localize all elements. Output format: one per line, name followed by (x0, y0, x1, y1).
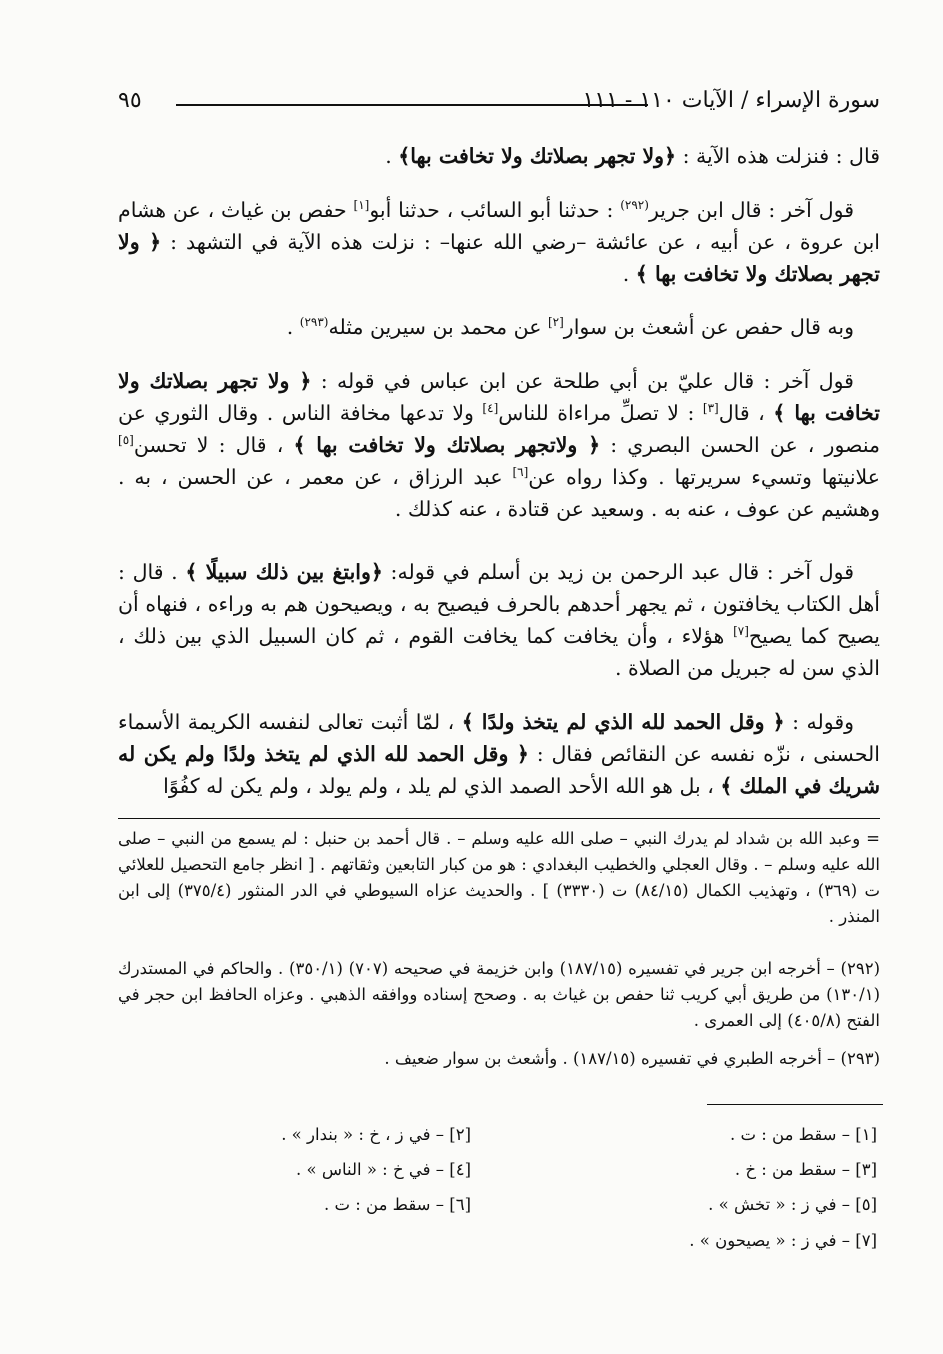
p6-quran-verse-1: ﴿ وقل الحمد لله الذي لم يتخذ ولدًا ﴾ (461, 710, 785, 734)
p4-quran-verse-1: ﴿ ولا تجهر بصلاتك ولا تخافت بها ﴾ (118, 369, 880, 425)
p4-text-f: علانيتها وتسيء سريرتها . وكذا رواه عن (528, 465, 880, 489)
p5-quran-verse: ﴿وابتغ بين ذلك سبيلًا ﴾ (185, 560, 383, 584)
p1-end: . (385, 144, 399, 168)
variant-ref-1[interactable]: [١] (353, 198, 370, 213)
footnote-292: (٢٩٢) – أخرجه ابن جرير في تفسيره (١٨٧/١٥) وابن خزيمة في صحيحه (٧٠٧) (٣٥٠/١) . والحاكم في المستدرك (١٣٠/١) من طريق أبي كريب ثنا حفص بن غياث به . وصحح إسناده ووافقه الذهبي . وعزاه الحافظ ابن حجر في الفتح (٤٠٥/٨) إلى العمرى . (118, 959, 880, 1030)
p4-text-b: ، قال (718, 401, 774, 425)
variant-ref-6[interactable]: [٦] (512, 465, 529, 480)
footnote-separator (118, 818, 880, 819)
footnote-continued: = وعبد الله بن شداد لم يدرك النبي – صلى الله عليه وسلم – . قال أحمد بن حنبل : لم يسمع من النبي – صلى الله عليه وسلم – . وقال العجلي والخطيب البغدادي : هو من كبار التابعين وثقاتهم . [ انظر جامع التحصيل للعلائي ت (٣٦٩) ، وتهذيب الكمال (٨٤/١٥) ت (٣٣٣٠) ] . والحديث عزاه السيوطي في الدر المنثور (٣٧٥/٤) إلى ابن المنذر . (118, 829, 880, 926)
variant-ref-4[interactable]: [٤] (482, 401, 499, 416)
p5-text-a: قول آخر : قال عبد الرحمن بن زيد بن أسلم في قوله: (382, 560, 854, 584)
variant-ref-3[interactable]: [٣] (702, 401, 719, 416)
p6-text-c: ، بل هو الله الأحد الصمد الذي لم يلد ، ولم يولد ، ولم يكن له كفُوًا (163, 774, 721, 798)
variant-note-7: [٧] – في ز : « يصيحون » . (689, 1231, 877, 1250)
p6-text-b: ، لمّا أثبت تعالى لنفسه الكريمة الأسماء الحسنى ، نزّه نفسه عن النقائص فقال : (118, 710, 880, 766)
variant-note-1: [١] – سقط من : ت . (729, 1125, 877, 1144)
p6-quran-verse-2: ﴿ وقل الحمد لله الذي لم يتخذ ولدًا ولم يكن له شريك في الملك ﴾ (118, 742, 880, 798)
p4-text-g: عبد الرزاق ، عن معمر ، عن الحسن ، به . وهشيم عن عوف ، عنه به . وسعيد عن قتادة ، عنه كذلك . (118, 465, 880, 521)
variant-note-6: [٦] – سقط من : ت . (323, 1195, 471, 1214)
p5-text-c: هؤلاء ، وأن يخافت كما يخافت القوم ، ثم كان السبيل الذي بين ذلك ، الذي سن له جبريل من الصلاة . (118, 624, 880, 680)
variant-ref-5[interactable]: [٥] (118, 433, 134, 448)
paragraph-4 (118, 365, 880, 525)
variant-ref-7[interactable]: [٧] (733, 624, 749, 639)
variants-separator (707, 1104, 883, 1105)
p3-text-a: وبه قال حفص عن أشعث بن سوار (563, 315, 854, 339)
p4-quran-verse-2: ﴿ ولاتجهر بصلاتك ولا تخافت بها ﴾ (293, 433, 601, 457)
paragraph-2 (118, 194, 880, 290)
p4-text-c: : لا تصلِّ مراءاة للناس (498, 401, 703, 425)
variant-note-3: [٣] – سقط من : خ . (734, 1160, 877, 1179)
p2-end: . (622, 262, 636, 286)
p4-text-a: قول آخر : قال عليّ بن أبي طلحة عن ابن عباس في قوله : (311, 369, 854, 393)
p1-quran-verse: ﴿ولا تجهر بصلاتك ولا تخافت بها﴾ (398, 144, 677, 168)
p2-text-b: : حدثنا أبو السائب ، حدثنا أبو (369, 198, 621, 222)
p2-text-a: قول آخر : قال ابن جرير (648, 198, 854, 222)
p5-text-b: . قال : أهل الكتاب يخافتون ، ثم يجهر أحدهم بالحرف فيصيح به ، ويصيحون هم به وراءه ، فنهاه أن يصيح كما يصيح (118, 560, 880, 648)
p4-text-e: ، قال : لا تحسن (133, 433, 294, 457)
variant-note-4: [٤] – في خ : « الناس » . (295, 1160, 471, 1179)
paragraph-6 (118, 706, 880, 802)
p4-text-d: ولا تدعها مخافة الناس . وقال الثوري عن منصور ، عن الحسن البصري : (118, 401, 880, 457)
p3-text-b: عن محمد بن سيرين مثله (328, 315, 548, 339)
paragraph-3 (118, 311, 880, 343)
header-rule (176, 104, 648, 106)
header-title: سورة الإسراء / الآيات ١١٠ - ١١١ (582, 88, 880, 113)
p3-end: . (286, 315, 300, 339)
variant-note-2: [٢] – في ز ، خ : « بندار » . (281, 1125, 471, 1144)
p2-quran-verse: ﴿ ولا تجهر بصلاتك ولا تخافت بها ﴾ (118, 230, 880, 286)
variant-ref-2[interactable]: [٢] (547, 315, 564, 330)
running-header (118, 86, 880, 120)
p2-text-c: حفص بن غياث ، عن هشام ابن عروة ، عن أبيه ، عن عائشة –رضي الله عنها– : نزلت هذه الآية في التشهد : (118, 198, 880, 254)
paragraph-1 (118, 140, 880, 172)
footnote-ref-292[interactable]: (٢٩٢) (620, 198, 649, 213)
footnote-ref-293[interactable]: (٢٩٣) (299, 315, 329, 330)
paragraph-5 (118, 556, 880, 684)
p6-text-a: وقوله : (784, 710, 855, 734)
p1-text: قال : فنزلت هذه الآية : (676, 144, 880, 168)
footnote-293: (٢٩٣) – أخرجه الطبري في تفسيره (١٨٧/١٥) . وأشعث بن سوار ضعيف . (384, 1049, 880, 1068)
page-number: ٩٥ (118, 88, 142, 113)
variant-note-5: [٥] – في ز : « تخش » . (708, 1195, 877, 1214)
